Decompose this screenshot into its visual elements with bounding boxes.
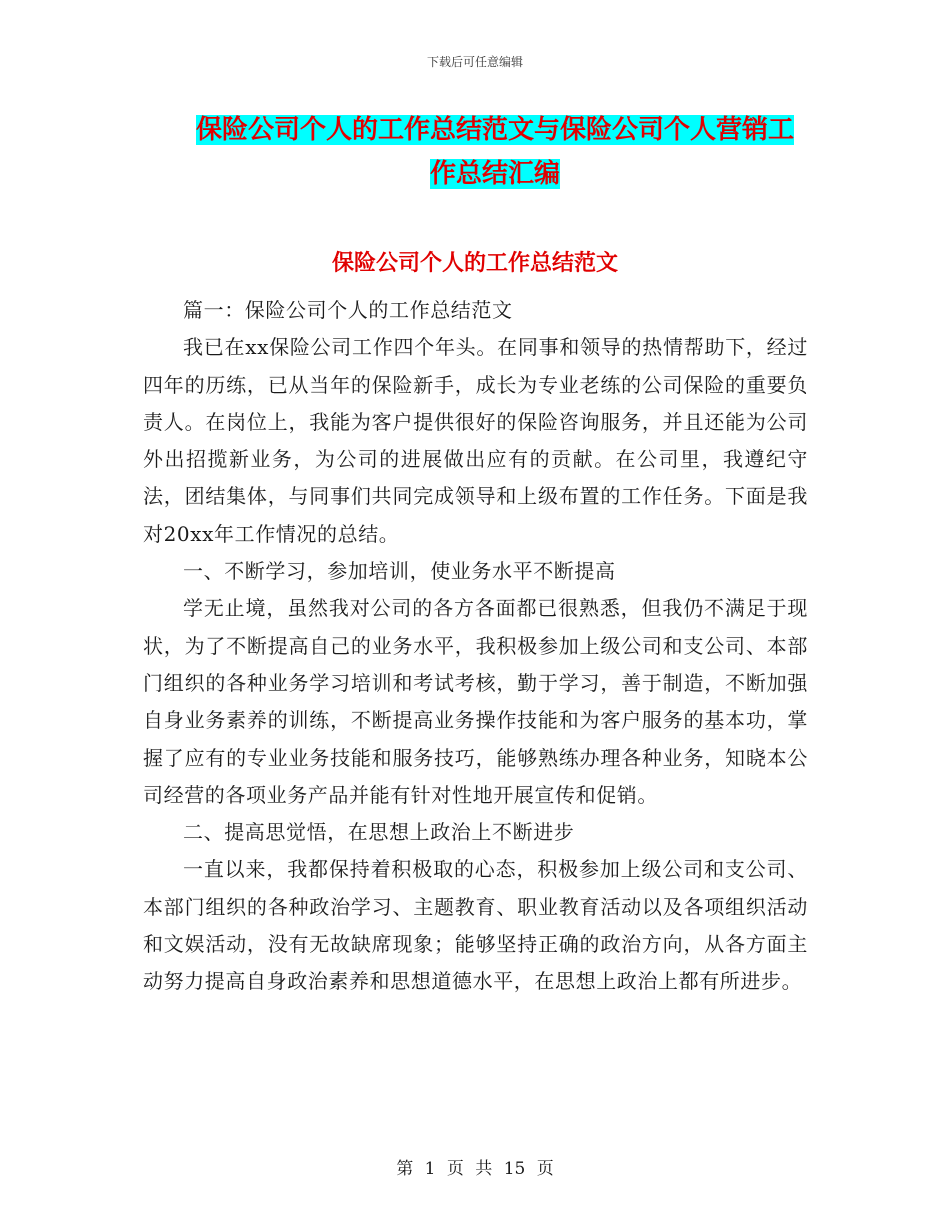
paragraph: 篇一：保险公司个人的工作总结范文 <box>183 298 513 322</box>
paragraph: 学无止境，虽然我对公司的各方各面都已很熟悉，但我仍不满足于现状，为了不断提高自己的业务水平，我积极参加上级公司和支公司、本部门组织的各种业务学习培训和考试考核，勤于学习，善于制造，不断加强自身业务素养的训练，不断提高业务操作技能和为客户服务的基本功，掌握了应有的专业业务技能和服务技巧，能够熟练办理各种业务，知晓本公司经营的各项业务产品并能有针对性地开展宣传和促销。 <box>143 596 808 807</box>
page-number-footer: 第 1 页 共 15 页 <box>396 1159 554 1179</box>
paragraph: 二、提高思觉悟，在思想上政治上不断进步 <box>183 820 575 845</box>
document-title-line-2: 作总结汇编 <box>429 159 560 189</box>
section-title: 保险公司个人的工作总结范文 <box>331 251 618 276</box>
paragraph: 我已在xx保险公司工作四个年头。在同事和领导的热情帮助下，经过四年的历练，已从当年的保险新手，成长为专业老练的公司保险的重要负责人。在岗位上，我能为客户提供很好的保险咨询服务，并且还能为公司外出招揽新业务，为公司的进展做出应有的贡献。在公司里，我遵纪守法，团结集体，与同事们共同完成领导和上级布置的工作任务。下面是我对20xx年工作情况的总结。 <box>143 335 808 546</box>
paragraph: 一、不断学习，参加培训，使业务水平不断提高 <box>183 559 616 584</box>
page-header-note: 下载后可任意编辑 <box>426 55 523 69</box>
document-title-line-1: 保险公司个人的工作总结范文与保险公司个人营销工 <box>195 115 794 145</box>
document-title <box>175 108 815 196</box>
paragraph: 一直以来，我都保持着积极取的心态，积极参加上级公司和支公司、本部门组织的各种政治学习、主题教育、职业教育活动以及各项组织活动和文娱活动，没有无故缺席现象；能够坚持正确的政治方向，从各方面主动努力提高自身政治素养和思想道德水平，在思想上政治上都有所进步。 <box>143 857 808 994</box>
document-body <box>143 292 808 1001</box>
